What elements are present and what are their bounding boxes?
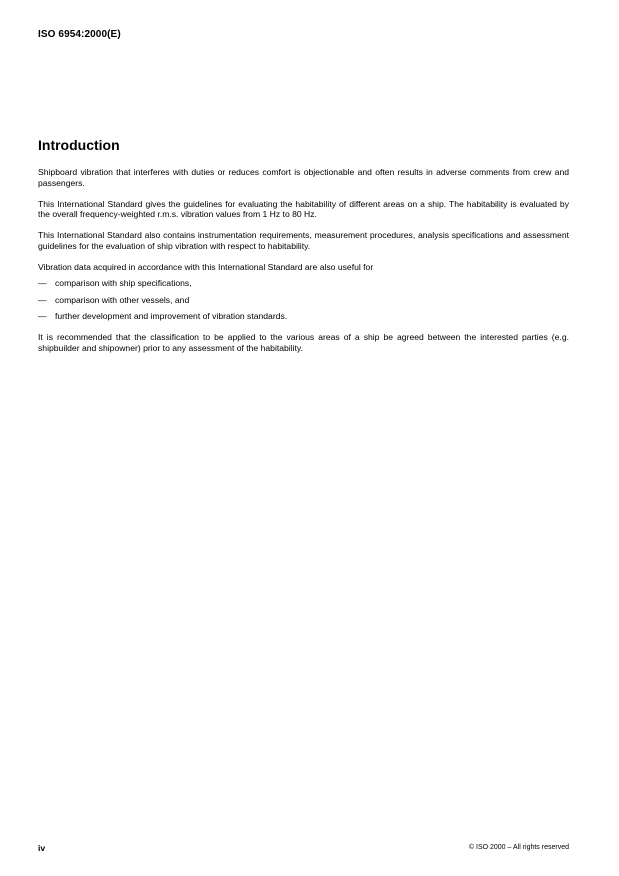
dash-marker: — [38, 311, 47, 321]
use-list [38, 278, 569, 322]
list-item-text: further development and improvement of vibration standards. [55, 311, 288, 321]
list-item [38, 295, 569, 306]
paragraph-3: This International Standard also contains instrumentation requirements, measurement procedures, analysis specifications and assessment guidelines for the evaluation of ship vibration with respect to habitability. [38, 230, 569, 251]
section-body [38, 167, 569, 364]
list-item [38, 278, 569, 289]
paragraph-4: Vibration data acquired in accordance with this International Standard are also useful for [38, 261, 374, 272]
closing-paragraph: It is recommended that the classification to be applied to the various areas of a ship be agreed between the interested parties (e.g. shipbuilder and shipowner) prior to any assessment of the habitability. [38, 332, 569, 353]
page-number: iv [38, 843, 46, 853]
dash-marker: — [38, 294, 47, 305]
document-id-header: ISO 6954:2000(E) [38, 29, 121, 40]
list-item-text: comparison with ship specifications, [55, 278, 192, 288]
list-item [38, 311, 569, 322]
dash-marker: — [38, 278, 47, 288]
paragraph-1: Shipboard vibration that interferes with duties or reduces comfort is objectionable and often results in adverse comments from crew and passengers. [38, 167, 569, 188]
section-title: Introduction [38, 137, 120, 153]
copyright-notice: © ISO 2000 – All rights reserved [468, 844, 569, 851]
paragraph-2: This International Standard gives the guidelines for evaluating the habitability of different areas on a ship. The habitability is evaluated by the overall frequency-weighted r.m.s. vibration values from 1 Hz to 80 Hz. [38, 198, 569, 219]
list-item-text: comparison with other vessels, and [55, 294, 190, 305]
